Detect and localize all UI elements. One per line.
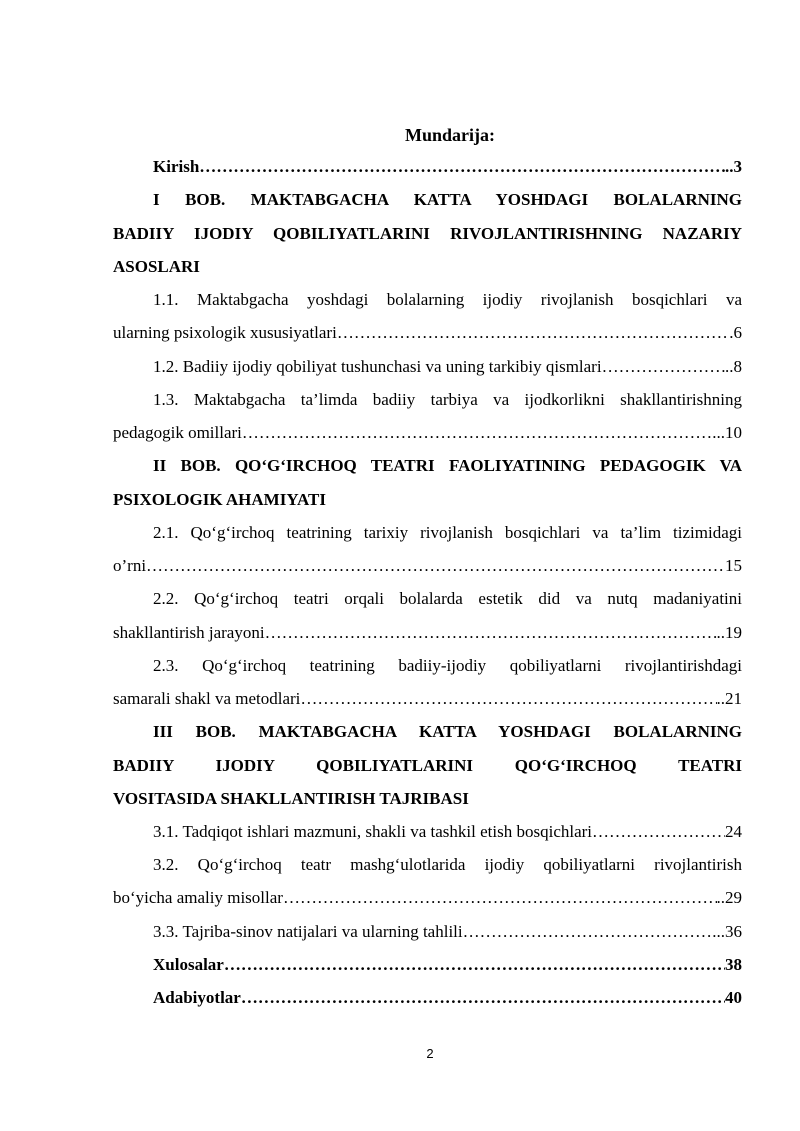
toc-label: pedagogik omillari xyxy=(113,423,242,442)
toc-leader xyxy=(241,988,725,1008)
toc-entry-3-1 xyxy=(113,822,742,842)
toc-entry-kirish xyxy=(113,157,742,177)
toc-label: ularning psixologik xususiyatlari xyxy=(113,323,337,342)
toc-page: ..3 xyxy=(725,157,742,176)
toc-label: o’rni xyxy=(113,556,147,575)
toc-leader xyxy=(300,689,716,709)
toc-page: ...10 xyxy=(712,423,742,442)
chapter-3-heading-line-1: III BOB. MAKTABGACHA KATTA YOSHDAGI BOLALARNING xyxy=(153,722,742,741)
toc-leader xyxy=(283,888,717,908)
toc-entry-2-1-line-1: 2.1. Qo‘g‘irchoq teatrining tarixiy rivojlanish bosqichlari va ta’lim tizimidagi xyxy=(153,523,742,542)
toc-page: 38 xyxy=(725,955,742,974)
toc-page: 40 xyxy=(725,988,742,1007)
toc-page: ..21 xyxy=(716,689,742,708)
toc-entry-3-2-line-1: 3.2. Qo‘g‘irchoq teatr mashg‘ulotlarida ijodiy qobiliyatlarni rivojlantirish xyxy=(153,855,742,874)
toc-label: Kirish xyxy=(153,157,200,176)
toc-leader xyxy=(337,323,729,343)
toc-entry-1-3-line-1: 1.3. Maktabgacha ta’limda badiiy tarbiya va ijodkorlikni shakllantirishning xyxy=(153,390,742,409)
page-number: 2 xyxy=(426,1046,434,1061)
toc-leader xyxy=(224,955,725,975)
toc-entry-2-2-line-1: 2.2. Qo‘g‘irchoq teatri orqali bolalarda estetik did va nutq madaniyatini xyxy=(153,589,742,608)
toc-label: samarali shakl va metodlari xyxy=(113,689,301,708)
chapter-3-heading-line-3: VOSITASIDA SHAKLLANTIRISH TAJRIBASI xyxy=(113,789,469,808)
toc-page: 15 xyxy=(725,556,742,575)
toc-entry-2-2 xyxy=(113,623,742,643)
chapter-1-heading-line-2: BADIIY IJODIY QOBILIYATLARINI RIVOJLANTIRISHNING NAZARIY xyxy=(113,224,742,243)
toc-label: 1.2. Badiiy ijodiy qobiliyat tushunchasi va uning tarkibiy qismlari xyxy=(153,357,602,376)
toc-entry-2-1 xyxy=(113,556,742,576)
toc-page: ...36 xyxy=(712,922,742,941)
toc-page: .6 xyxy=(729,323,742,342)
toc-entry-2-3-line-1: 2.3. Qo‘g‘irchoq teatrining badiiy-ijodiy qobiliyatlarni rivojlantirishdagi xyxy=(153,656,742,675)
toc-label: Xulosalar xyxy=(153,955,224,974)
toc-page: ..19 xyxy=(716,623,742,642)
toc-page: ..29 xyxy=(716,888,742,907)
toc-entry-3-2 xyxy=(113,888,742,908)
chapter-2-heading-line-2: PSIXOLOGIK AHAMIYATI xyxy=(113,490,327,509)
toc-entry-3-3 xyxy=(113,922,742,942)
toc-leader xyxy=(265,623,717,643)
toc-label: 3.3. Tajriba-sinov natijalari va ularning tahlili xyxy=(153,922,463,941)
toc-entry-2-3 xyxy=(113,689,742,709)
toc-label: bo‘yicha amaliy misollar xyxy=(113,888,283,907)
toc-label: 3.1. Tadqiqot ishlari mazmuni, shakli va tashkil etish bosqichlari xyxy=(153,822,593,841)
toc-page: ..8 xyxy=(725,357,742,376)
toc-leader xyxy=(602,357,725,377)
toc-entry-xulosalar xyxy=(113,955,742,975)
toc-label: shakllantirish jarayoni xyxy=(113,623,265,642)
page-title: Mundarija: xyxy=(405,125,495,145)
chapter-1-heading-line-3: ASOSLARI xyxy=(113,257,200,276)
toc-label: Adabiyotlar xyxy=(153,988,241,1007)
toc-leader xyxy=(592,822,725,842)
toc-leader xyxy=(199,157,725,177)
toc-page: 24 xyxy=(725,822,742,841)
toc-leader xyxy=(146,556,725,576)
toc-entry-1-1-line-1: 1.1. Maktabgacha yoshdagi bolalarning ijodiy rivojlanish bosqichlari va xyxy=(153,290,742,309)
toc-entry-1-2 xyxy=(113,357,742,377)
toc-entry-1-1 xyxy=(113,323,742,343)
toc-entry-1-3 xyxy=(113,423,742,443)
chapter-2-heading-line-1: II BOB. QO‘G‘IRCHOQ TEATRI FAOLIYATINING PEDAGOGIK VA xyxy=(153,456,742,475)
chapter-3-heading-line-2: BADIIY IJODIY QOBILIYATLARINI QO‘G‘IRCHOQ TEATRI xyxy=(113,756,742,775)
chapter-1-heading-line-1: I BOB. MAKTABGACHA KATTA YOSHDAGI BOLALARNING xyxy=(153,190,742,209)
toc-leader xyxy=(463,922,713,942)
toc-leader xyxy=(242,423,712,443)
toc-entry-adabiyotlar xyxy=(113,988,742,1008)
